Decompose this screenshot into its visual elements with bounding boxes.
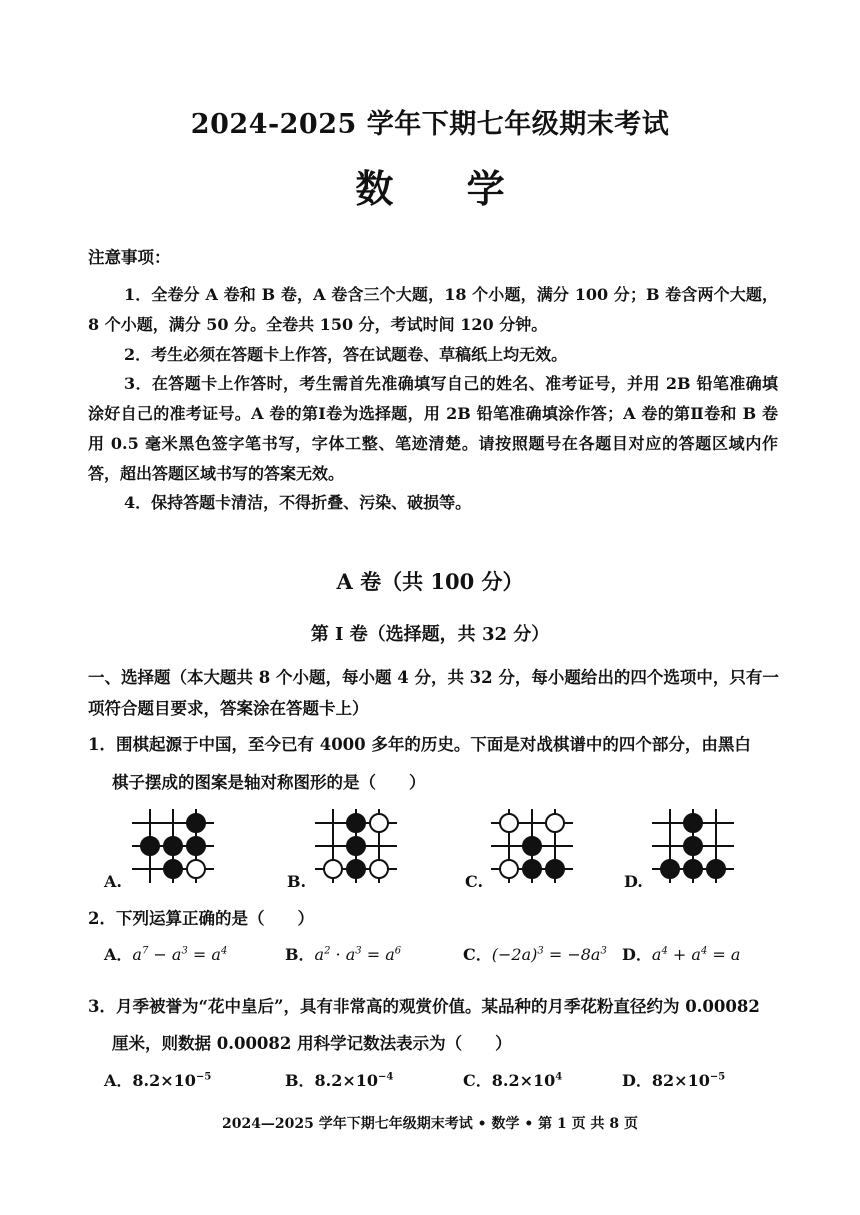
black-stone [347, 860, 365, 878]
q2-option-b-label: B． [285, 945, 315, 964]
q3-option-c-base: 8.2×10 [491, 1071, 556, 1090]
black-stone [684, 860, 702, 878]
go-board-b [311, 806, 401, 886]
black-stone [523, 837, 541, 855]
note-item-3: 3．在答题卡上作答时，考生需首先准确填写自己的姓名、准考证号，并用 2B 铅笔准确填涂好自己的准考证号。A 卷的第Ⅰ卷为选择题，用 2B 铅笔准确填涂作答；A 卷的第Ⅱ卷和 B 卷用 0.5 毫米黑色签字笔书写，字体工整、笔迹清楚。请按照题号在各题目对应的答题区域内作答，超出答题区域书写的答案无效。 [88, 374, 778, 483]
q2-a-exp2: 3 [181, 945, 188, 957]
q2-b-exp1: 2 [324, 945, 331, 957]
white-stone [500, 860, 518, 878]
go-board-a [128, 806, 218, 886]
q3-option-b-label: B． [285, 1071, 315, 1090]
q3-option-a-label: A． [104, 1071, 133, 1090]
q2-b-exp2: 3 [355, 945, 362, 957]
q2-option-b [285, 942, 401, 965]
q2-option-d-label: D． [622, 945, 652, 964]
note-item-2: 2．考生必须在答题卡上作答，答在试题卷、草稿纸上均无效。 [124, 345, 568, 364]
volume-a-heading: A 卷（共 100 分） [336, 569, 524, 594]
q2-a-exp1: 7 [141, 945, 149, 957]
black-stone [661, 860, 679, 878]
q2-option-a-label: A． [104, 945, 133, 964]
question-2-stem: 2．下列运算正确的是（ ） [88, 909, 314, 928]
q2-option-a [104, 942, 227, 965]
black-stone [187, 837, 205, 855]
q2-d-exp2: 4 [700, 945, 708, 957]
q2-a-eq: = a [187, 945, 221, 964]
question-1-line-1: 1．围棋起源于中国，至今已有 4000 多年的历史。下面是对战棋谱中的四个部分，由黑白 [88, 735, 751, 754]
q3-option-b-base: 8.2×10 [314, 1071, 379, 1090]
q2-d-base: a [651, 945, 662, 964]
q2-c-mid: = −8a [543, 945, 601, 964]
q2-option-c [463, 942, 607, 965]
q2-d-eq: = a [707, 945, 741, 964]
q1-option-d-label: D. [624, 872, 643, 891]
q2-a-base: a [132, 945, 142, 964]
q3-option-d-label: D． [622, 1071, 652, 1090]
exam-title: 2024-2025 学年下期七年级期末考试 [190, 109, 670, 140]
notes-heading: 注意事项： [88, 248, 171, 267]
q2-a-exp3: 4 [220, 945, 228, 957]
q3-option-d-base: 82×10 [651, 1071, 710, 1090]
q2-d-exp1: 4 [661, 945, 668, 957]
black-stone [546, 860, 564, 878]
white-stone [187, 860, 205, 878]
q2-b-mid: · a [330, 945, 356, 964]
q2-a-mid: − a [148, 945, 182, 964]
q2-option-c-label: C． [463, 945, 492, 964]
black-stone [347, 814, 365, 832]
q3-option-a-exp: −5 [195, 1071, 212, 1083]
black-stone [164, 837, 182, 855]
section-one-heading: 一、选择题（本大题共 8 个小题，每小题 4 分，共 32 分，每小题给出的四个选项中，只有一项符合题目要求，答案涂在答题卡上） [88, 668, 779, 718]
subject-title: 数 学 [355, 166, 535, 211]
black-stone [684, 837, 702, 855]
q2-c-exp1: 3 [537, 945, 544, 957]
q2-c-base: (−2a) [491, 945, 538, 964]
q2-b-exp3: 6 [394, 945, 402, 957]
q1-option-c-label: C. [465, 872, 484, 891]
question-3-line-1: 3．月季被誉为“花中皇后”，具有非常高的观赏价值。某品种的月季花粉直径约为 0.00082 [88, 997, 760, 1016]
q2-b-eq: = a [361, 945, 395, 964]
note-item-1: 1．全卷分 A 卷和 B 卷，A 卷含三个大题，18 个小题，满分 100 分；B 卷含两个大题，8 个小题，满分 50 分。全卷共 150 分，考试时间 120 分钟。 [88, 285, 778, 334]
black-stone [684, 814, 702, 832]
q2-d-mid: + a [667, 945, 701, 964]
part-one-heading: 第 Ⅰ 卷（选择题，共 32 分） [310, 624, 550, 645]
q3-option-d-exp: −5 [709, 1071, 726, 1083]
go-board-d [648, 806, 738, 886]
white-stone [546, 814, 564, 832]
white-stone [324, 860, 342, 878]
go-board-c [487, 806, 577, 886]
q1-option-a-label: A. [104, 872, 122, 891]
q3-option-b-exp: −4 [378, 1071, 394, 1083]
black-stone [164, 860, 182, 878]
white-stone [370, 860, 388, 878]
q2-c-exp2: 3 [600, 945, 607, 957]
q3-option-c [463, 1068, 562, 1091]
black-stone [523, 860, 541, 878]
question-3-line-2: 厘米，则数据 0.00082 用科学记数法表示为（ ） [112, 1034, 512, 1053]
page-footer: 2024—2025 学年下期七年级期末考试 • 数学 • 第 1 页 共 8 页 [221, 1116, 639, 1132]
q3-option-c-exp: 4 [555, 1071, 563, 1083]
white-stone [500, 814, 518, 832]
q3-option-a [104, 1068, 211, 1091]
q2-b-base: a [314, 945, 325, 964]
black-stone [141, 837, 159, 855]
black-stone [707, 860, 725, 878]
q3-option-b [285, 1068, 393, 1091]
black-stone [347, 837, 365, 855]
q3-option-a-base: 8.2×10 [132, 1071, 196, 1090]
black-stone [187, 814, 205, 832]
q1-option-b-label: B. [287, 872, 307, 891]
note-item-4: 4．保持答题卡清洁，不得折叠、污染、破损等。 [124, 493, 472, 512]
white-stone [370, 814, 388, 832]
q3-option-c-label: C． [463, 1071, 492, 1090]
q3-option-d [622, 1068, 725, 1091]
q2-option-d [622, 942, 740, 965]
question-1-line-2: 棋子摆成的图案是轴对称图形的是（ ） [112, 773, 426, 792]
